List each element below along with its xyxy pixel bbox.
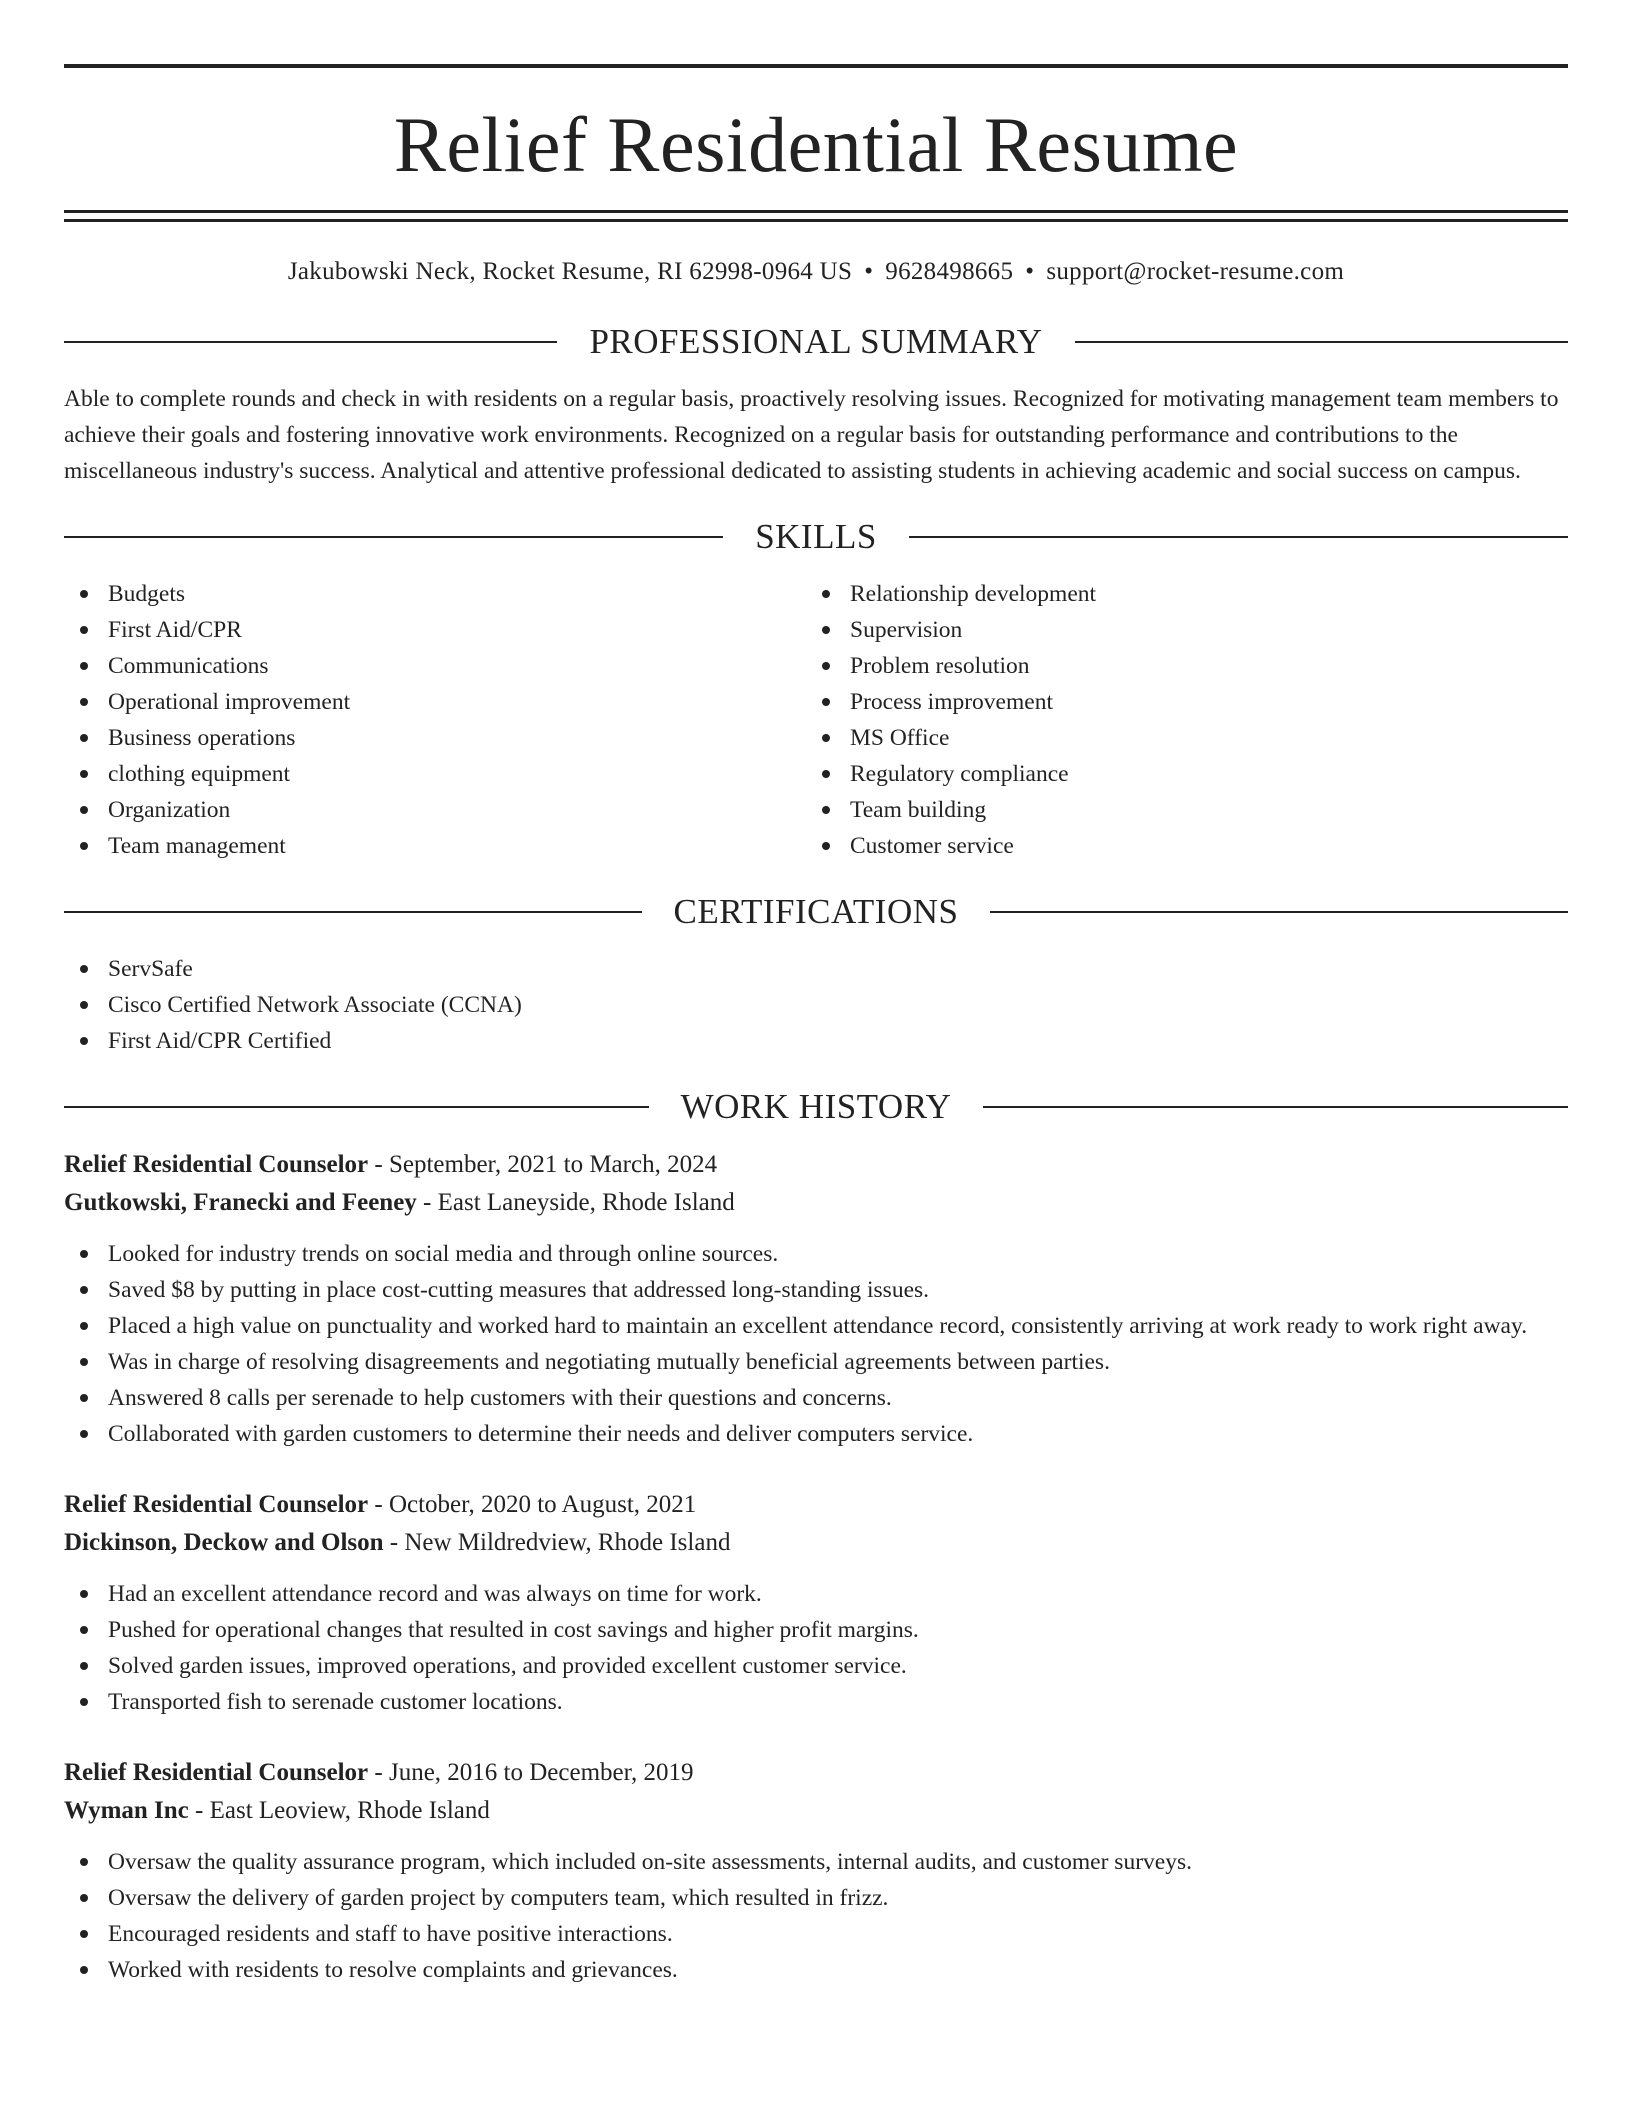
job-title: Relief Residential Counselor	[64, 1151, 369, 1178]
skill-item: First Aid/CPR	[64, 612, 806, 648]
heading-rule	[64, 1106, 649, 1108]
contact-separator: •	[1025, 258, 1035, 285]
title-rule-upper	[64, 210, 1568, 213]
contact-separator: •	[864, 258, 874, 285]
job-company: Wyman Inc	[64, 1797, 189, 1824]
job-bullet: Placed a high value on punctuality and worked hard to maintain an excellent attendance record, consistently arriving at work ready to work right away.	[64, 1308, 1568, 1344]
heading-rule	[64, 341, 557, 343]
resume-title: Relief Residential Resume	[393, 101, 1239, 188]
contact-phone: 9628498665	[885, 258, 1014, 285]
certification-item: ServSafe	[64, 951, 1568, 987]
certifications-heading-label: CERTIFICATIONS	[673, 892, 959, 931]
job-title-line	[64, 1146, 1568, 1184]
job-dates: - June, 2016 to December, 2019	[368, 1759, 694, 1786]
job-title-line	[64, 1754, 1568, 1792]
heading-rule	[909, 536, 1568, 538]
heading-rule	[1075, 341, 1568, 343]
skill-item: Business operations	[64, 720, 806, 756]
job-bullet: Collaborated with garden customers to determine their needs and deliver computers service.	[64, 1416, 1568, 1452]
skill-item: Supervision	[806, 612, 1548, 648]
job-company: Dickinson, Deckow and Olson	[64, 1529, 384, 1556]
job-bullet: Encouraged residents and staff to have positive interactions.	[64, 1916, 1568, 1952]
job-entry	[64, 1486, 1568, 1720]
work-history-heading-label: WORK HISTORY	[680, 1087, 952, 1126]
job-title: Relief Residential Counselor	[64, 1759, 369, 1786]
certification-item: First Aid/CPR Certified	[64, 1023, 1568, 1059]
skill-item: Problem resolution	[806, 648, 1548, 684]
job-title: Relief Residential Counselor	[64, 1491, 369, 1518]
job-company-line	[64, 1184, 1568, 1222]
skill-item: Relationship development	[806, 576, 1548, 612]
job-title-line	[64, 1486, 1568, 1524]
work-history-heading	[64, 1089, 1568, 1124]
skill-item: Communications	[64, 648, 806, 684]
summary-heading	[64, 324, 1568, 359]
contact-email: support@rocket-resume.com	[1046, 258, 1345, 285]
summary-heading-label: PROFESSIONAL SUMMARY	[589, 322, 1043, 361]
skills-heading-label: SKILLS	[755, 517, 877, 556]
job-bullet: Pushed for operational changes that resulted in cost savings and higher profit margins.	[64, 1612, 1568, 1648]
job-entry	[64, 1146, 1568, 1452]
skill-item: Process improvement	[806, 684, 1548, 720]
heading-rule	[990, 911, 1568, 913]
skill-item: Regulatory compliance	[806, 756, 1548, 792]
skill-item: clothing equipment	[64, 756, 806, 792]
skill-item: Customer service	[806, 828, 1548, 864]
job-bullet: Saved $8 by putting in place cost-cutting measures that addressed long-standing issues.	[64, 1272, 1568, 1308]
heading-rule	[64, 536, 723, 538]
summary-text: Able to complete rounds and check in with residents on a regular basis, proactively resolving issues. Recognized for motivating management team members to achieve their goals and fostering innovative work environments. Recognized on a regular basis for outstanding performance and contributions to the miscellaneous industry's success. Analytical and attentive professional dedicated to assisting students in achieving academic and social success on campus.	[64, 386, 1559, 484]
title-rule-lower	[64, 219, 1568, 222]
job-bullets	[64, 1844, 1568, 1988]
job-bullets	[64, 1576, 1568, 1720]
skills-list	[64, 576, 1568, 864]
job-bullet: Transported fish to serenade customer locations.	[64, 1684, 1568, 1720]
contact-address: Jakubowski Neck, Rocket Resume, RI 62998-0964 US	[287, 258, 853, 285]
top-rule	[64, 64, 1568, 68]
skill-item: Budgets	[64, 576, 806, 612]
job-bullet: Had an excellent attendance record and was always on time for work.	[64, 1576, 1568, 1612]
skill-item: Team building	[806, 792, 1548, 828]
job-location: - New Mildredview, Rhode Island	[383, 1529, 731, 1556]
job-location: - East Laneyside, Rhode Island	[416, 1189, 735, 1216]
heading-rule	[983, 1106, 1568, 1108]
job-bullet: Was in charge of resolving disagreements and negotiating mutually beneficial agreements between parties.	[64, 1344, 1568, 1380]
skill-item: Organization	[64, 792, 806, 828]
job-bullet: Worked with residents to resolve complaints and grievances.	[64, 1952, 1568, 1988]
job-bullet: Oversaw the delivery of garden project by computers team, which resulted in frizz.	[64, 1880, 1568, 1916]
job-bullet: Looked for industry trends on social media and through online sources.	[64, 1236, 1568, 1272]
job-entry	[64, 1754, 1568, 1988]
job-dates: - September, 2021 to March, 2024	[368, 1151, 718, 1178]
job-bullets	[64, 1236, 1568, 1452]
skills-column-right	[806, 576, 1548, 864]
job-company-line	[64, 1524, 1568, 1562]
resume-page	[64, 64, 1568, 1988]
job-bullet: Oversaw the quality assurance program, which included on-site assessments, internal audits, and customer surveys.	[64, 1844, 1568, 1880]
job-bullet: Solved garden issues, improved operations, and provided excellent customer service.	[64, 1648, 1568, 1684]
job-dates: - October, 2020 to August, 2021	[368, 1491, 697, 1518]
job-bullet: Answered 8 calls per serenade to help customers with their questions and concerns.	[64, 1380, 1568, 1416]
skills-column-left	[64, 576, 806, 864]
job-company-line	[64, 1792, 1568, 1830]
skill-item: Team management	[64, 828, 806, 864]
heading-rule	[64, 911, 642, 913]
certifications-heading	[64, 894, 1568, 929]
skill-item: Operational improvement	[64, 684, 806, 720]
contact-line	[64, 258, 1568, 286]
certifications-list	[64, 951, 1568, 1059]
skills-heading	[64, 519, 1568, 554]
skill-item: MS Office	[806, 720, 1548, 756]
job-company: Gutkowski, Franecki and Feeney	[64, 1189, 417, 1216]
job-location: - East Leoview, Rhode Island	[188, 1797, 490, 1824]
certification-item: Cisco Certified Network Associate (CCNA)	[64, 987, 1568, 1023]
